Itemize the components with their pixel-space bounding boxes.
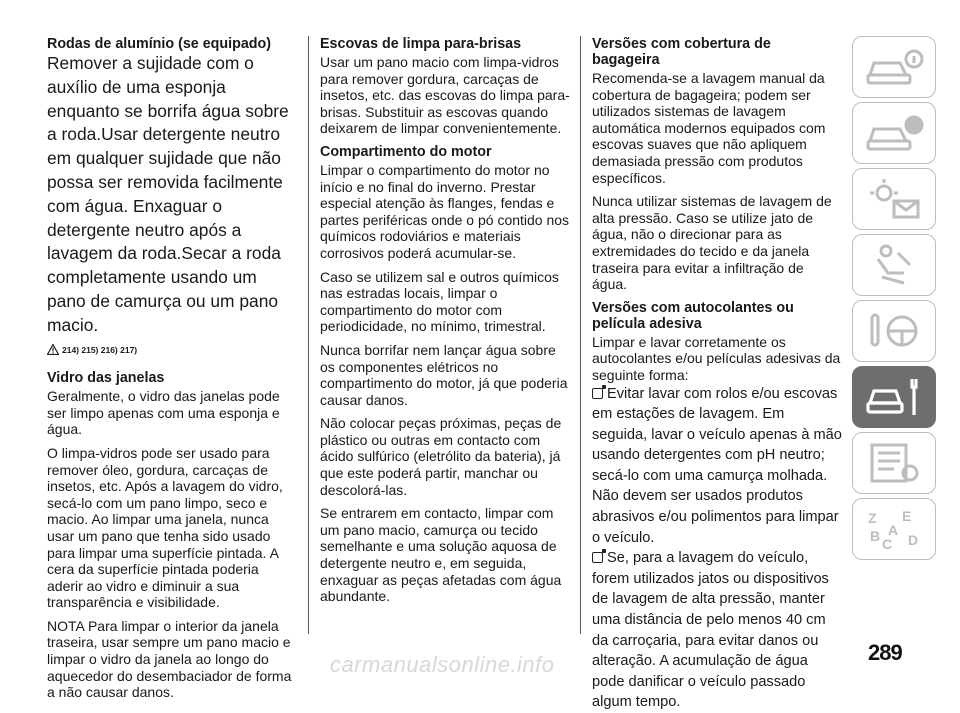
heading-windows: Vidro das janelas	[47, 370, 165, 387]
paragraph-engine-3: Nunca borrifar nem lançar água sobre os componentes elétricos no compartimento do motor, já que poderia causar danos.	[320, 341, 568, 408]
svg-text:A: A	[888, 522, 899, 538]
paragraph-tonneau-1: Recomenda-se a lavagem manual da cobertura de bagageira; podem ser utilizados sistemas de lavagem automática modernos equipados com escovas suaves que não apliquem demasiada pressão com produtos específicos.	[592, 70, 826, 186]
svg-text:E: E	[902, 508, 912, 524]
paragraph-windows-1: Geralmente, o vidro das janelas pode ser limpo apenas com uma esponja e água.	[47, 388, 280, 438]
bullet-square-icon	[592, 388, 603, 399]
airbag-seat-icon	[864, 243, 924, 287]
column-1	[47, 36, 297, 708]
specs-list-icon	[864, 441, 924, 485]
car-info-circle-icon	[864, 111, 924, 155]
paragraph-engine-5: Se entrarem em contacto, limpar com um pano macio, camurça ou tecido semelhante e uma solução aquosa de detergente neutro e, em seguida, enxaguar as peças afetadas com água abundante.	[320, 505, 562, 605]
paragraph-engine-1: Limpar o compartimento do motor no início e no final do inverno. Prestar especial atenção às flanges, fendas e partes periféricas onde o pó contido nos químicos rodoviários e materiais corrosivos poderá acumular-se.	[320, 161, 570, 261]
heading-decals: Versões com autocolantes ou película adesiva	[592, 299, 794, 332]
notes-reference-text: 214) 215) 216) 217)	[62, 344, 138, 355]
svg-text:Z: Z	[868, 510, 877, 526]
tab-lights-messages[interactable]	[852, 168, 936, 230]
tab-car-info[interactable]	[852, 36, 936, 98]
car-info-icon	[864, 45, 924, 89]
heading-wiper-blades: Escovas de limpa para-brisas	[320, 36, 522, 52]
paragraph-wheels: Remover a sujidade com o auxílio de uma esponja enquanto se borrifa água sobre a roda.Usar detergente neutro em qualquer sujidade que não possa ser removida facilmente com água. Enxaguar o detergente neutro após a lavagem da roda.Secar a roda completamente usando um pano de camurça ou um pano macio.	[47, 53, 289, 335]
column-divider-1	[308, 36, 309, 634]
heading-tonneau-cover: Versões com cobertura de bagageira	[592, 36, 771, 68]
svg-text:D: D	[908, 532, 919, 548]
paragraph-engine-2: Caso se utilizem sal e outros químicos nas estradas locais, limpar o compartimento do motor com periodicidade, no mínimo, trimestral.	[320, 268, 559, 335]
notes-reference	[47, 342, 297, 359]
bullet-square-icon	[592, 552, 603, 563]
car-wrench-icon	[864, 375, 924, 419]
column-2	[320, 36, 570, 612]
paragraph-engine-4: Não colocar peças próximas, peças de plástico ou outras em contacto com ácido sulfúrico (eletrólito da bateria), já que este poderá partir, manchar ou descolorá-las.	[320, 415, 562, 498]
paragraph-windows-2: O limpa-vidros pode ser usado para remover óleo, gordura, carcaças de insetos, etc. Após a lavagem do vidro, secá-lo com um pano limpo, seco e macio. Ao limpar uma janela, nunca usar um pano que tenha sido usado para limpar uma superfície pintada. A cera da superfície pintada poderia aderir ao vidro e diminuir a sua transparência e visibilidade.	[47, 444, 283, 611]
steering-key-icon	[864, 309, 924, 353]
lights-message-icon	[864, 177, 924, 221]
tab-technical-data[interactable]	[852, 432, 936, 494]
paragraph-tonneau-2: Nunca utilizar sistemas de lavagem de alta pressão. Caso se utilize jato de água, não o direcionar para as extremidades do tecido e da janela traseira para evitar a infiltração de água.	[592, 193, 832, 293]
tab-safety[interactable]	[852, 234, 936, 296]
paragraph-windows-note: NOTA Para limpar o interior da janela traseira, usar sempre um pano macio e limpar o vidro da janela ao longo do aquecedor do desembaciador de forma a não causar danos.	[47, 617, 292, 701]
paragraph-decals: Limpar e lavar corretamente os autocolantes e/ou películas adesivas da seguinte forma:	[592, 333, 841, 383]
heading-engine-compartment: Compartimento do motor	[320, 143, 492, 160]
paragraph-wipers: Usar um pano macio com limpa-vidros para remover gordura, carcaças de insetos, etc. das escovas do limpa para-brisas. Substituir as escovas quando deixarem de limpar convenientemente.	[320, 54, 570, 137]
tab-starting-driving[interactable]	[852, 300, 936, 362]
bullet-item-1	[592, 384, 842, 549]
svg-text:B: B	[870, 528, 881, 544]
tab-car-info-circle[interactable]	[852, 102, 936, 164]
heading-aluminium-wheels: Rodas de alumínio (se equipado)	[47, 36, 272, 52]
tab-index[interactable]	[852, 498, 936, 560]
bullet-item-1-text: Evitar lavar com rolos e/ou escovas em estações de lavagem. Em seguida, lavar o veículo apenas à mão usando detergentes com pH neutro; secá-lo com uma camurça molhada. Não devem ser usados produtos abrasivos e/ou polimentos para limpar o veículo.	[592, 385, 842, 546]
bullet-item-2	[592, 548, 842, 713]
chapter-tabs	[852, 36, 938, 564]
warning-triangle-icon	[47, 344, 59, 355]
bullet-item-2-text: Se, para a lavagem do veículo, forem utilizados jatos ou dispositivos de lavagem de alta pressão, manter uma distância de pelo menos 40 cm da carroçaria, para evitar danos ou alteração. A acumulação de água pode danificar o veículo passado algum tempo.	[592, 550, 829, 711]
column-3	[592, 36, 842, 713]
column-divider-2	[580, 36, 581, 634]
alphabet-index-icon	[864, 507, 924, 551]
tab-service-maintenance[interactable]	[852, 366, 936, 428]
watermark-text: carmanualsonline.info	[330, 652, 555, 677]
svg-text:C: C	[882, 536, 893, 551]
page-number: 289	[868, 640, 902, 665]
